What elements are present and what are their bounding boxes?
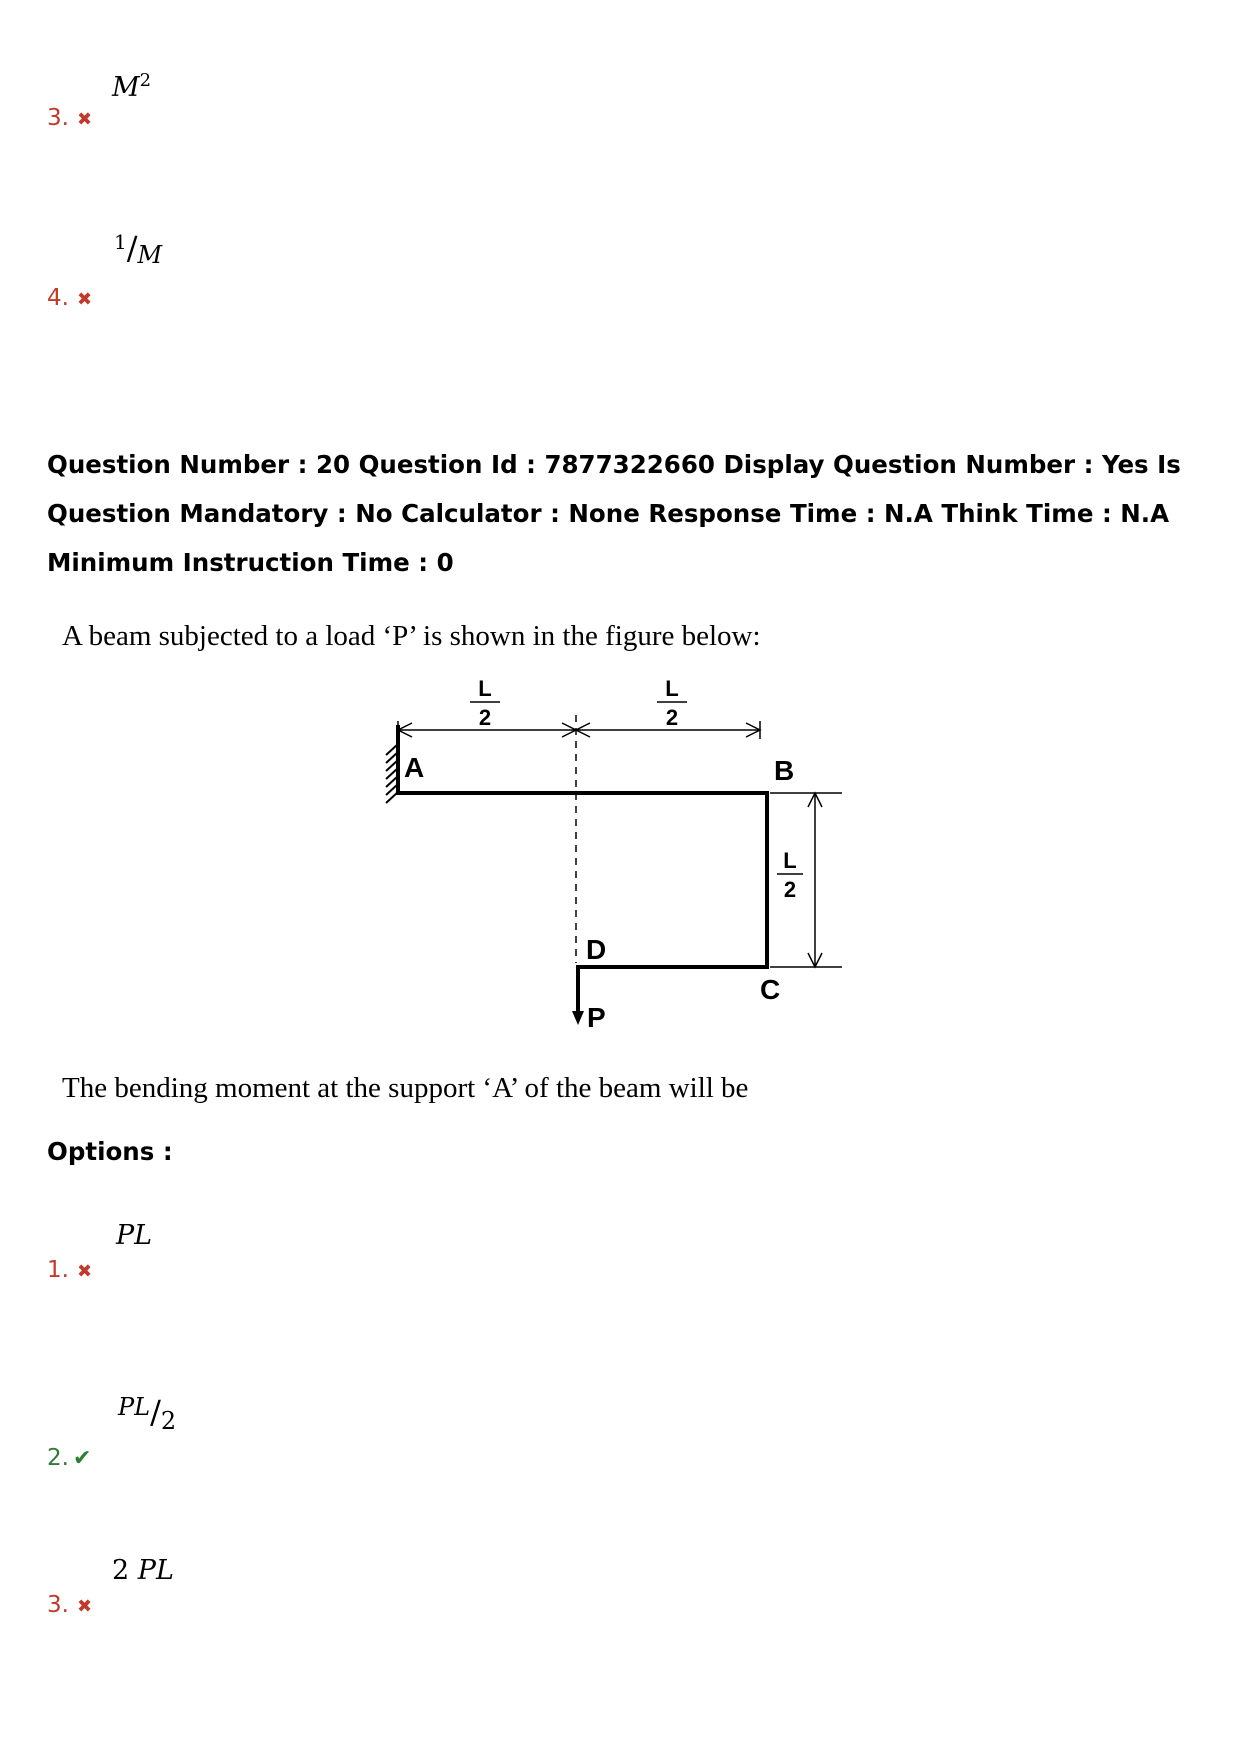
right-dimension bbox=[770, 793, 842, 967]
label-d: D bbox=[586, 934, 607, 965]
prev-option-4-number: 4. bbox=[47, 285, 69, 311]
prev-option-4-denominator: M bbox=[137, 241, 163, 269]
prev-option-3-number: 3. bbox=[47, 105, 69, 131]
prev-option-3-expression bbox=[112, 72, 151, 101]
option-3-expression bbox=[112, 1557, 174, 1584]
option-3-coefficient: 2 bbox=[112, 1555, 130, 1586]
prev-option-4-expression bbox=[114, 229, 163, 269]
question-meta: Question Number : 20 Question Id : 7877322660 Display Question Number : Yes Is Question Mandatory : No Calculator : None Response Time : N.A Think Time : N.A Minimum Instruction Time : 0 bbox=[47, 450, 1181, 577]
label-a: A bbox=[404, 752, 425, 783]
load-arrow-icon bbox=[572, 1011, 584, 1025]
fraction-slash: / bbox=[126, 229, 138, 267]
prev-option-3-base: M bbox=[112, 72, 140, 103]
dim-right-fraction bbox=[777, 848, 803, 902]
label-b: B bbox=[774, 755, 795, 786]
dim-right-num: L bbox=[783, 848, 797, 873]
option-3-term: PL bbox=[137, 1555, 174, 1586]
option-2-numerator: PL bbox=[118, 1393, 151, 1421]
option-1-expression: PL bbox=[116, 1220, 153, 1251]
option-2[interactable] bbox=[47, 1447, 91, 1470]
dim-top-left-fraction bbox=[470, 676, 500, 730]
dim-top-right-num: L bbox=[665, 676, 679, 701]
check-icon: ✔ bbox=[72, 1446, 92, 1471]
cross-icon: ✖ bbox=[76, 1596, 93, 1617]
dim-top-right-den: 2 bbox=[665, 705, 679, 730]
prev-option-4 bbox=[47, 287, 92, 310]
option-2-expression bbox=[118, 1395, 176, 1433]
fixed-support bbox=[386, 725, 398, 803]
option-1[interactable] bbox=[47, 1259, 92, 1282]
cross-icon: ✖ bbox=[76, 109, 93, 130]
question-prompt: The bending moment at the support ‘A’ of the beam will be bbox=[62, 1072, 749, 1104]
option-1-number: 1. bbox=[47, 1257, 69, 1283]
option-2-denominator: 2 bbox=[160, 1407, 177, 1435]
option-2-number: 2. bbox=[47, 1445, 69, 1471]
dim-top-left-num: L bbox=[478, 676, 492, 701]
cross-icon: ✖ bbox=[76, 289, 93, 310]
prev-option-4-numerator: 1 bbox=[114, 230, 127, 254]
top-dimension bbox=[398, 721, 760, 739]
beam-figure bbox=[360, 665, 860, 1045]
fraction-slash: / bbox=[150, 1393, 161, 1431]
options-label: Options : bbox=[47, 1137, 173, 1166]
dim-top-right-fraction bbox=[657, 676, 687, 730]
option-3[interactable] bbox=[47, 1594, 92, 1617]
prev-option-3-exponent: 2 bbox=[139, 70, 152, 91]
dim-top-left-den: 2 bbox=[478, 705, 492, 730]
question-intro: A beam subjected to a load ‘P’ is shown in the figure below: bbox=[62, 620, 761, 652]
option-3-number: 3. bbox=[47, 1592, 69, 1618]
cross-icon: ✖ bbox=[76, 1261, 93, 1282]
label-p: P bbox=[587, 1002, 606, 1033]
label-c: C bbox=[760, 974, 781, 1005]
prev-option-3 bbox=[47, 107, 92, 130]
dim-right-den: 2 bbox=[783, 877, 797, 902]
